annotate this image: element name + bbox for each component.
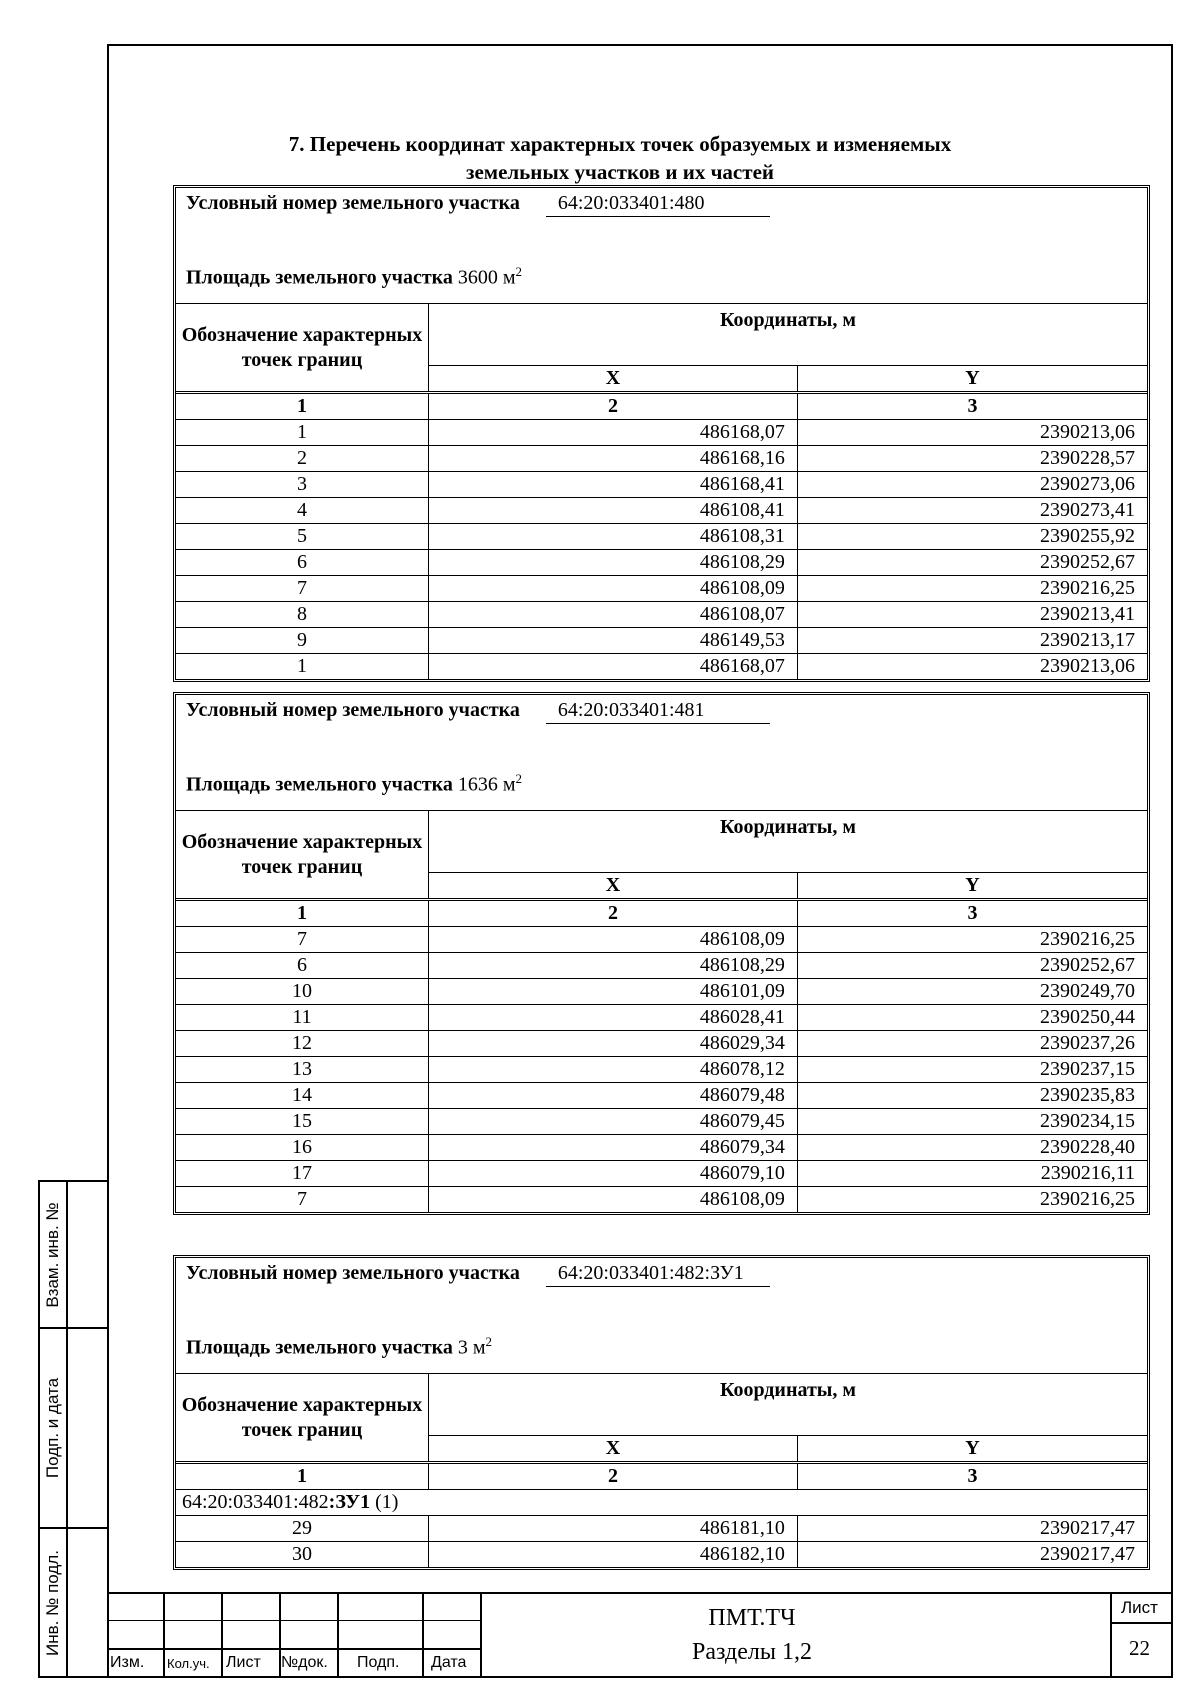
stamp-vzam-inv: [38, 1180, 107, 1329]
coord-x: 486108,31: [428, 524, 797, 550]
column-number-row: [176, 900, 1147, 927]
column-number-row: [176, 393, 1147, 420]
point-id: 4: [176, 498, 428, 524]
cadastral-line: [176, 188, 1147, 220]
coord-x: 486108,09: [428, 576, 797, 602]
coord-y: 2390228,57: [797, 446, 1147, 472]
coord-y: 2390237,15: [797, 1057, 1147, 1083]
table-row: [176, 498, 1147, 524]
point-id: 17: [176, 1161, 428, 1187]
heading-line-1: 7. Перечень координат характерных точек образуемых и изменяемых: [288, 132, 952, 156]
col-header-coords: Координаты, м: [428, 1374, 1147, 1436]
point-id: 1: [176, 654, 428, 680]
col-header-x: X: [428, 366, 797, 393]
stamp-inv-podl: [38, 1527, 107, 1678]
spacer-row: [176, 1290, 1147, 1316]
area-value: 3: [457, 1336, 468, 1359]
table-row: [176, 1161, 1147, 1187]
coord-y: 2390273,41: [797, 498, 1147, 524]
tb-col-list: Лист: [226, 1654, 261, 1671]
table-row: [176, 524, 1147, 550]
coord-y: 2390234,15: [797, 1109, 1147, 1135]
coord-y: 2390273,06: [797, 472, 1147, 498]
coord-y: 2390213,06: [797, 654, 1147, 680]
spacer-row: [176, 220, 1147, 246]
coord-y: 2390217,47: [797, 1516, 1147, 1542]
col-header-point: Обозначение характерных точек границ: [176, 1374, 428, 1463]
table-row: [176, 472, 1147, 498]
sheet-number: 22: [1129, 1636, 1150, 1660]
title-block: [107, 1592, 1173, 1678]
coord-x: 486078,12: [428, 1057, 797, 1083]
stamp-podp-label: Подп. и дата: [43, 1377, 62, 1479]
point-id: 8: [176, 602, 428, 628]
coord-x: 486182,10: [428, 1542, 797, 1568]
area-label: Площадь земельного участка: [186, 773, 453, 796]
point-id: 29: [176, 1516, 428, 1542]
coord-y: 2390216,25: [797, 1187, 1147, 1213]
col-header-y: Y: [797, 873, 1147, 900]
column-number-row: [176, 1463, 1147, 1490]
spacer-row: [176, 727, 1147, 753]
stamp-inv-label: Инв. № подл.: [43, 1549, 62, 1656]
coord-y: 2390213,06: [797, 420, 1147, 446]
sub-parcel-code: :ЗУ1: [328, 1491, 371, 1513]
col-number-1: 1: [176, 900, 428, 927]
area-unit-exponent: 2: [515, 263, 523, 279]
coord-y: 2390216,25: [797, 927, 1147, 953]
table-row: [176, 927, 1147, 953]
table-row: [176, 979, 1147, 1005]
cadastral-line: [176, 695, 1147, 727]
table-row: [176, 654, 1147, 680]
coord-x: 486108,29: [428, 550, 797, 576]
point-id: 16: [176, 1135, 428, 1161]
table-row: [176, 576, 1147, 602]
point-id: 3: [176, 472, 428, 498]
coord-x: 486079,34: [428, 1135, 797, 1161]
table-row: [176, 1135, 1147, 1161]
sub-parcel-suffix: (1): [370, 1491, 399, 1513]
area-line: [176, 1316, 1147, 1374]
cadastral-number: 64:20:033401:482:ЗУ1: [546, 1261, 770, 1287]
col-header-coords: Координаты, м: [428, 811, 1147, 873]
area-value: 1636: [457, 773, 498, 796]
point-id: 15: [176, 1109, 428, 1135]
stamp-podp-data: [38, 1327, 107, 1529]
coord-y: 2390216,11: [797, 1161, 1147, 1187]
point-id: 7: [176, 1187, 428, 1213]
point-id: 7: [176, 927, 428, 953]
sheet-label: Лист: [1121, 1598, 1158, 1617]
table-row: [176, 1057, 1147, 1083]
coord-x: 486108,09: [428, 1187, 797, 1213]
point-id: 6: [176, 550, 428, 576]
coord-y: 2390213,17: [797, 628, 1147, 654]
point-id: 12: [176, 1031, 428, 1057]
cadastral-number: 64:20:033401:481: [546, 698, 770, 724]
coord-y: 2390237,26: [797, 1031, 1147, 1057]
col-header-x: X: [428, 873, 797, 900]
table-row: [176, 953, 1147, 979]
col-number-2: 2: [428, 1463, 797, 1490]
area-unit-exponent: 2: [515, 770, 523, 786]
tb-col-kol: Кол.уч.: [167, 1656, 210, 1671]
coord-x: 486079,10: [428, 1161, 797, 1187]
point-id: 9: [176, 628, 428, 654]
point-id: 14: [176, 1083, 428, 1109]
page-heading: [170, 130, 1070, 186]
point-id: 5: [176, 524, 428, 550]
sub-parcel-prefix: 64:20:033401:482: [182, 1491, 329, 1513]
coord-y: 2390213,41: [797, 602, 1147, 628]
table-row: [176, 628, 1147, 654]
table-row: [176, 602, 1147, 628]
cadastral-label: Условный номер земельного участка: [186, 192, 520, 214]
table-row: [176, 1516, 1147, 1542]
tb-col-izm: Изм.: [110, 1654, 145, 1671]
coord-x: 486168,07: [428, 654, 797, 680]
area-line: [176, 753, 1147, 811]
coord-x: 486079,45: [428, 1109, 797, 1135]
parcel-table-480: [173, 185, 1150, 682]
col-number-3: 3: [797, 1463, 1147, 1490]
coord-y: 2390249,70: [797, 979, 1147, 1005]
cadastral-label: Условный номер земельного участка: [186, 1262, 520, 1284]
coord-x: 486181,10: [428, 1516, 797, 1542]
coord-x: 486028,41: [428, 1005, 797, 1031]
table-row: [176, 1083, 1147, 1109]
table-row: [176, 446, 1147, 472]
col-number-1: 1: [176, 1463, 428, 1490]
table-row: [176, 1005, 1147, 1031]
area-label: Площадь земельного участка: [186, 266, 453, 289]
point-id: 6: [176, 953, 428, 979]
coord-x: 486168,41: [428, 472, 797, 498]
point-id: 11: [176, 1005, 428, 1031]
coord-x: 486149,53: [428, 628, 797, 654]
col-number-1: 1: [176, 393, 428, 420]
parcel-table-481: [173, 692, 1150, 1215]
area-value: 3600: [457, 266, 498, 289]
tb-col-podp: Подп.: [357, 1654, 400, 1671]
cadastral-label: Условный номер земельного участка: [186, 699, 520, 721]
coord-y: 2390255,92: [797, 524, 1147, 550]
coord-y: 2390216,25: [797, 576, 1147, 602]
heading-line-2: земельных участков и их частей: [466, 160, 774, 184]
tb-col-data: Дата: [431, 1654, 467, 1671]
col-header-x: X: [428, 1436, 797, 1463]
col-header-point: Обозначение характерных точек границ: [176, 304, 428, 393]
coord-y: 2390252,67: [797, 550, 1147, 576]
table-row: [176, 1542, 1147, 1568]
coord-x: 486168,16: [428, 446, 797, 472]
coord-x: 486029,34: [428, 1031, 797, 1057]
cadastral-line: [176, 1258, 1147, 1290]
area-label: Площадь земельного участка: [186, 1336, 453, 1359]
coord-x: 486079,48: [428, 1083, 797, 1109]
table-row: [176, 420, 1147, 446]
col-number-3: 3: [797, 900, 1147, 927]
col-header-point: Обозначение характерных точек границ: [176, 811, 428, 900]
col-header-y: Y: [797, 366, 1147, 393]
coord-x: 486168,07: [428, 420, 797, 446]
point-id: 10: [176, 979, 428, 1005]
col-header-coords: Координаты, м: [428, 304, 1147, 366]
coord-y: 2390250,44: [797, 1005, 1147, 1031]
table-row: [176, 1109, 1147, 1135]
coord-y: 2390228,40: [797, 1135, 1147, 1161]
doc-code: ПМТ.ТЧ: [708, 1605, 796, 1631]
coord-x: 486101,09: [428, 979, 797, 1005]
coord-x: 486108,29: [428, 953, 797, 979]
area-unit: м: [502, 266, 516, 289]
point-id: 13: [176, 1057, 428, 1083]
point-id: 30: [176, 1542, 428, 1568]
coord-x: 486108,07: [428, 602, 797, 628]
col-number-2: 2: [428, 393, 797, 420]
cadastral-number: 64:20:033401:480: [546, 191, 770, 217]
coord-x: 486108,41: [428, 498, 797, 524]
stamp-vzam-label: Взам. инв. №: [43, 1201, 62, 1308]
col-header-y: Y: [797, 1436, 1147, 1463]
point-id: 1: [176, 420, 428, 446]
area-unit: м: [472, 1336, 486, 1359]
coord-y: 2390252,67: [797, 953, 1147, 979]
area-unit: м: [502, 773, 516, 796]
area-unit-exponent: 2: [485, 1333, 493, 1349]
coord-x: 486108,09: [428, 927, 797, 953]
point-id: 2: [176, 446, 428, 472]
area-line: [176, 246, 1147, 304]
parcel-table-482-zu1: [173, 1255, 1150, 1570]
table-row: [176, 550, 1147, 576]
tb-col-ndok: №док.: [281, 1654, 328, 1671]
sub-parcel-heading: [176, 1490, 1147, 1516]
table-row: [176, 1187, 1147, 1213]
point-id: 7: [176, 576, 428, 602]
coord-y: 2390217,47: [797, 1542, 1147, 1568]
doc-title: Разделы 1,2: [691, 1639, 812, 1665]
col-number-3: 3: [797, 393, 1147, 420]
coord-y: 2390235,83: [797, 1083, 1147, 1109]
table-row: [176, 1031, 1147, 1057]
col-number-2: 2: [428, 900, 797, 927]
